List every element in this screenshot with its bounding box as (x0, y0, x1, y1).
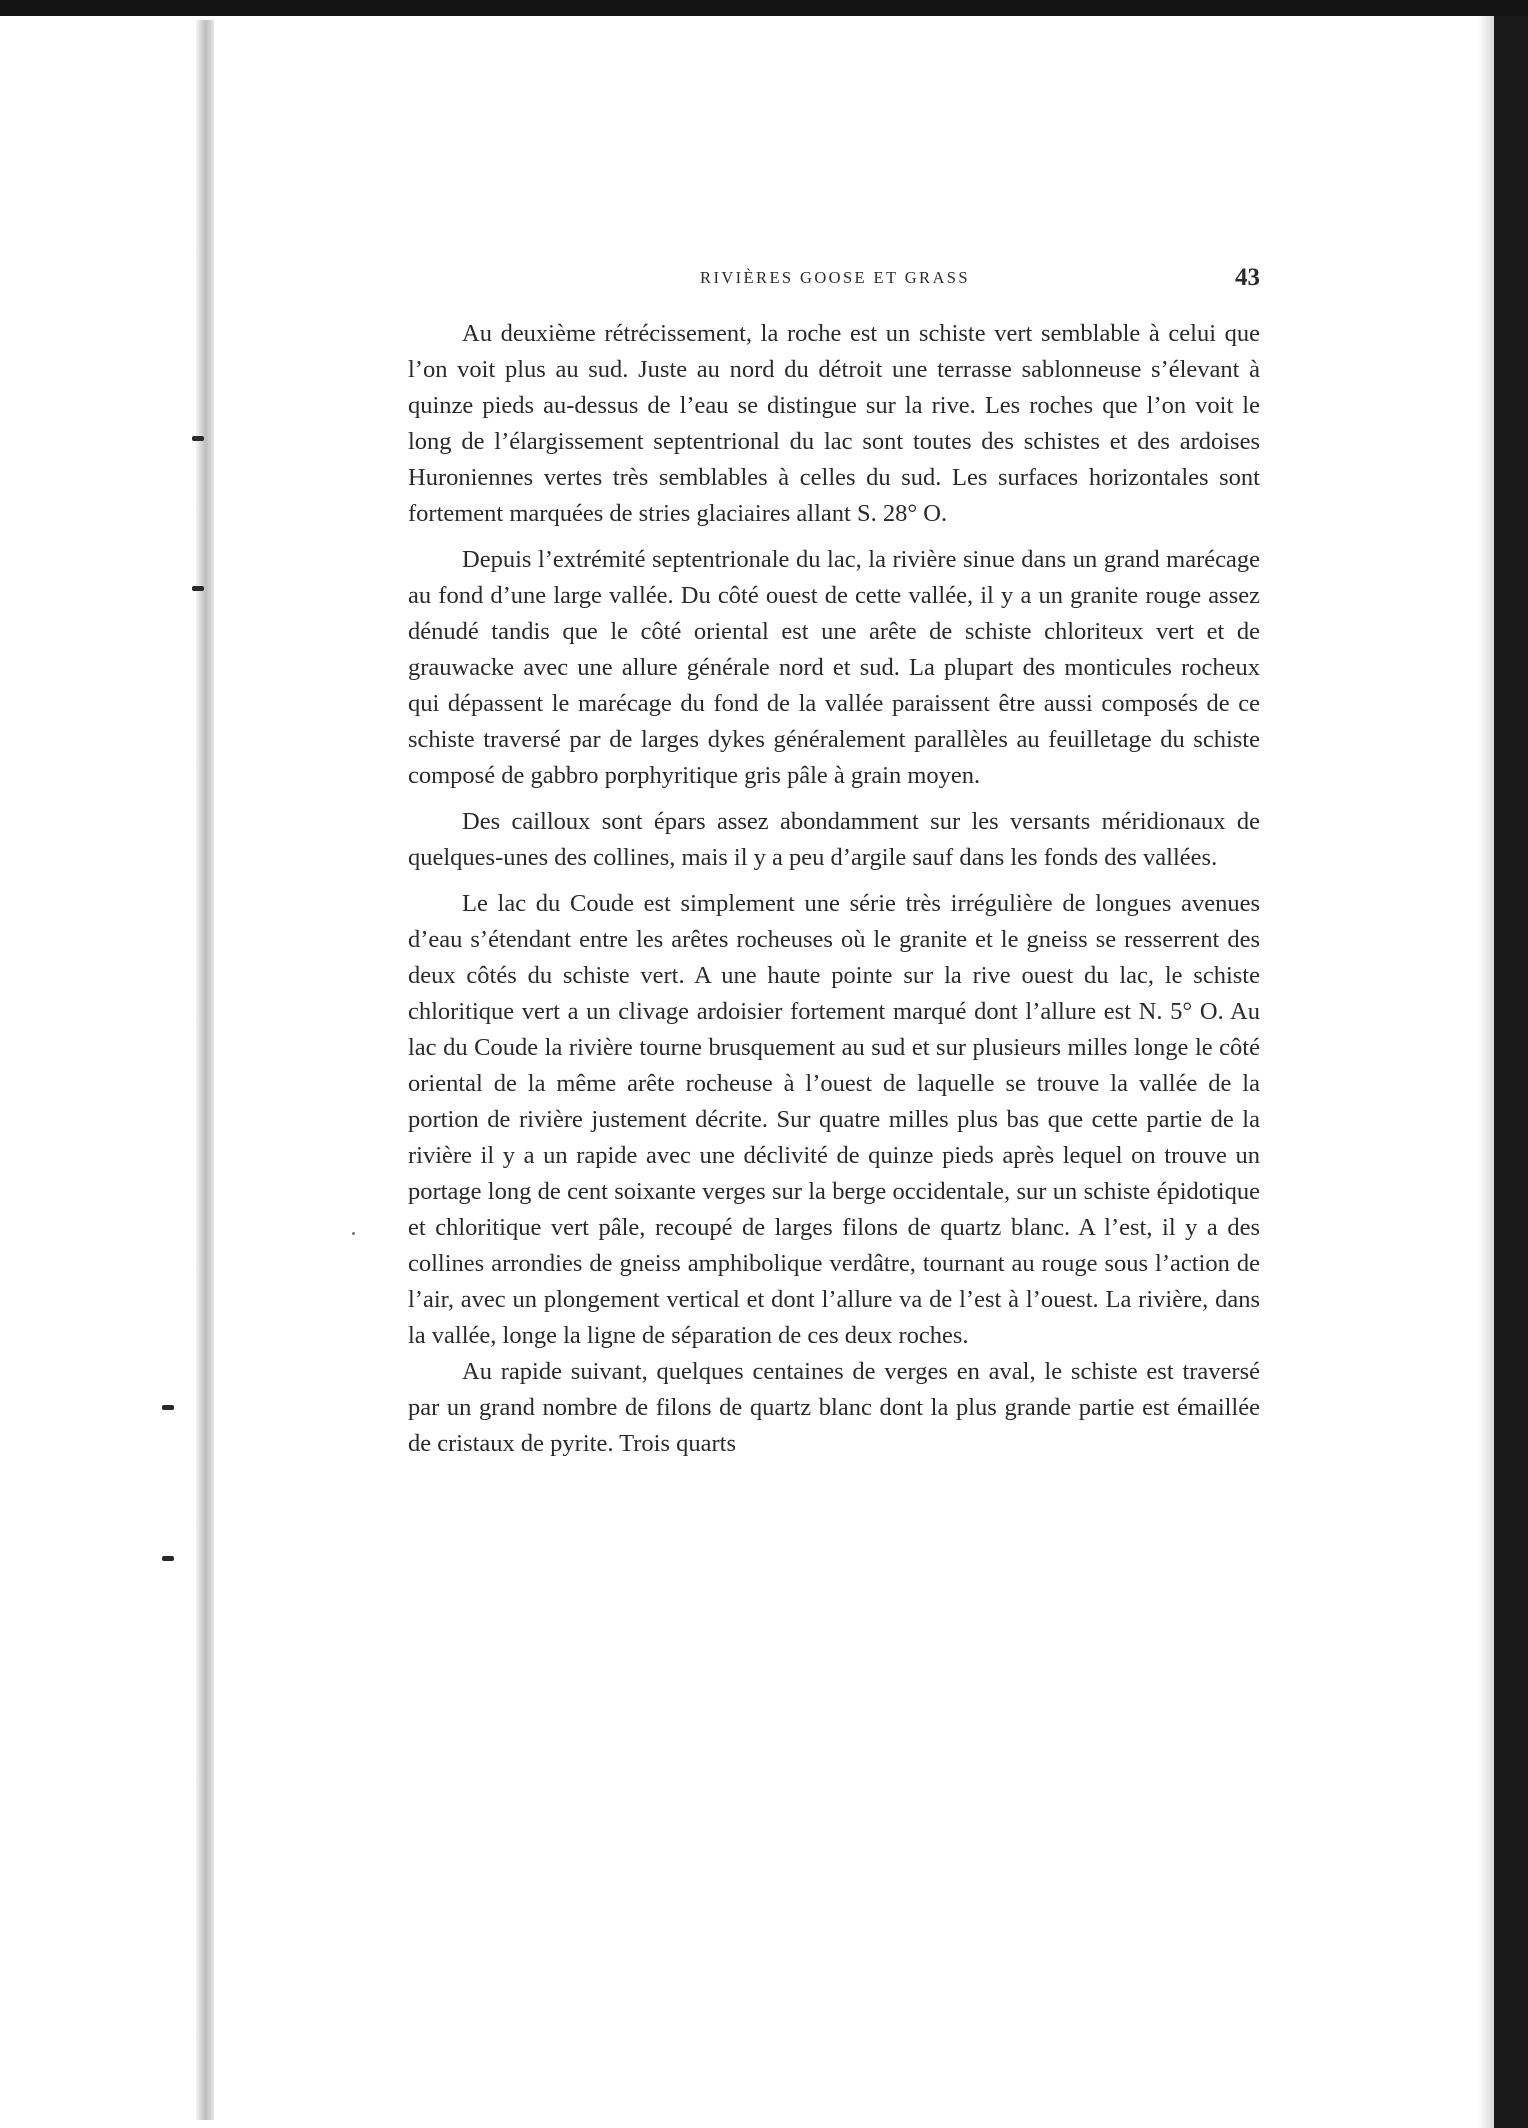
scan-top-border (0, 0, 1528, 16)
paragraph: Des cailloux sont épars assez abondamment sur les versants méridionaux de quelques-unes des collines, mais il y a peu d’argile sauf dans les fonds des vallées. (408, 808, 1260, 871)
binding-mark (192, 586, 204, 591)
body-text (408, 316, 1260, 1462)
scan-right-border (1494, 16, 1528, 2128)
paragraph: Le lac du Coude est simplement une série très irrégulière de longues avenues d’eau s’étendant entre les arêtes rocheuses où le granite et le gneiss se resserrent des deux côtés du schiste vert. A une haute pointe sur la rive ouest du lac, le schiste chloritique vert a un clivage ardoisier fortement marqué dont l’allure est N. 5° O. Au lac du Coude la rivière tourne brusquement au sud et sur plusieurs milles longe le côté oriental de la même arête rocheuse à l’ouest de laquelle se trouve la vallée de la portion de rivière justement décrite. Sur quatre milles plus bas que cette partie de la rivière il y a un rapide avec une déclivité de quinze pieds après lequel on trouve un portage long de cent soixante verges sur la berge occidentale, sur un schiste épidotique et chloritique vert pâle, recoupé de larges filons de quartz blanc. A l’est, il y a des collines arrondies de gneiss amphibolique verdâtre, tournant au rouge sous l’action de l’air, avec un plongement vertical et dont l’allure va de l’est à l’ouest. La rivière, dans la vallée, longe la ligne de séparation de ces deux roches. (408, 890, 1260, 1349)
running-head (410, 264, 1260, 294)
binding-mark (162, 1556, 174, 1561)
paragraph: Au rapide suivant, quelques centaines de verges en aval, le schiste est traversé par un grand nombre de filons de quartz blanc dont la plus grande partie est émaillée de cristaux de pyrite. Trois quarts (408, 1358, 1260, 1457)
binding-mark (162, 1405, 174, 1410)
page-edge-shade (1478, 16, 1494, 2128)
book-spine-shadow (196, 20, 214, 2120)
running-title: RIVIÈRES GOOSE ET GRASS (700, 268, 970, 287)
binding-mark (192, 436, 204, 441)
paragraph: Depuis l’extrémité septentrionale du lac, la rivière sinue dans un grand marécage au fond d’une large vallée. Du côté ouest de cette vallée, il y a un granite rouge assez dénudé tandis que le côté oriental est une arête de schiste chloriteux vert et de grauwacke avec une allure générale nord et sud. La plupart des monticules rocheux qui dépassent le marécage du fond de la vallée paraissent être aussi composés de ce schiste traversé par de larges dykes généralement parallèles au feuilletage du schiste composé de gabbro porphyritique gris pâle à grain moyen. (408, 546, 1260, 789)
page-number: 43 (1235, 264, 1260, 291)
paragraph: Au deuxième rétrécissement, la roche est un schiste vert semblable à celui que l’on voit plus au sud. Juste au nord du détroit une terrasse sablonneuse s’élevant à quinze pieds au-dessus de l’eau se distingue sur la rive. Les roches que l’on voit le long de l’élargissement septentrional du lac sont toutes des schistes et des ardoises Huroniennes vertes très semblables à celles du sud. Les surfaces horizontales sont fortement marquées de stries glaciaires allant S. 28° O. (408, 320, 1260, 527)
scan-speck (352, 1232, 355, 1235)
